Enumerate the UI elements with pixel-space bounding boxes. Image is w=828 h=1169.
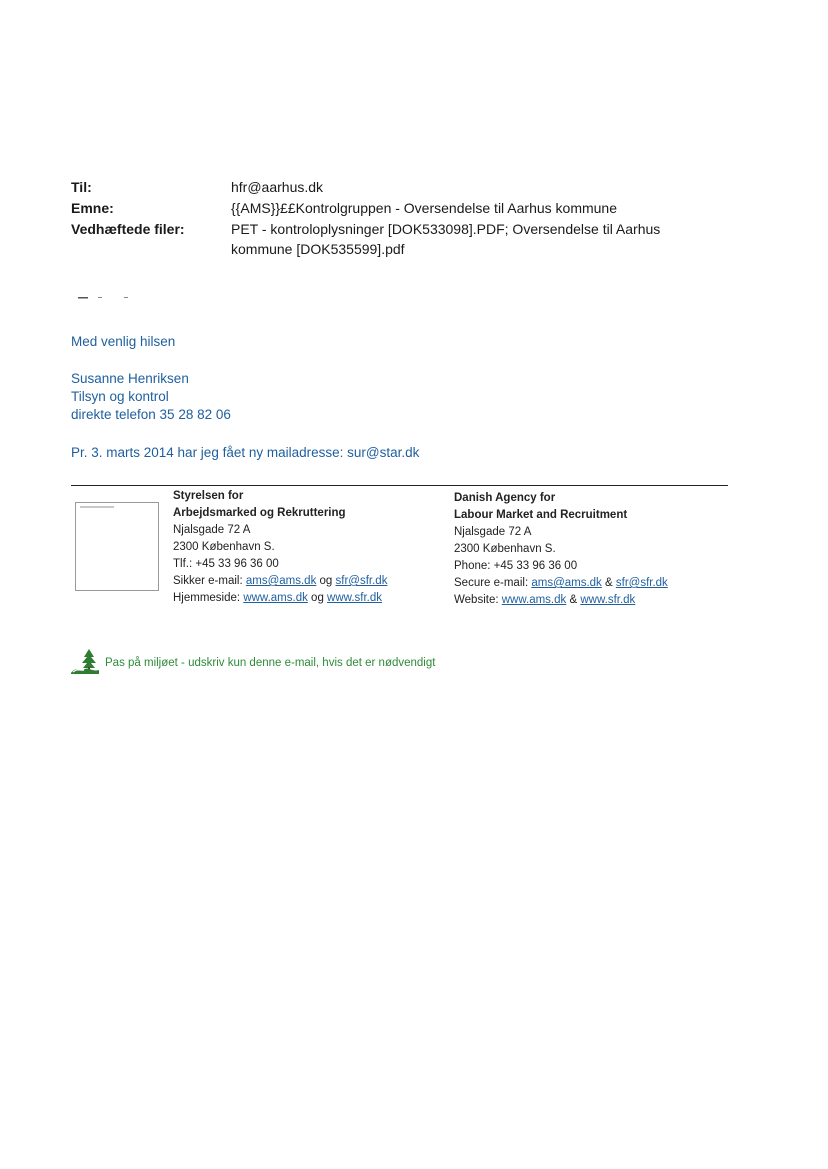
sender-name: Susanne Henriksen: [71, 371, 189, 386]
org-name-line1: Styrelsen for: [173, 490, 244, 502]
eco-notice: Pas på miljøet - udskriv kun denne e-mail, hvis det er nødvendigt: [105, 657, 436, 669]
signature-danish: [173, 488, 443, 607]
org-city: 2300 København S.: [173, 541, 275, 553]
email-link-sfr[interactable]: sfr@sfr.dk: [335, 575, 388, 587]
org-name-line2-en: Labour Market and Recruitment: [454, 509, 628, 521]
attachments-line1: PET - kontroloplysninger [DOK533098].PDF; Oversendelse til Aarhus: [231, 221, 661, 237]
subject-value: {{AMS}}££Kontrolgruppen - Oversendelse til Aarhus kommune: [231, 200, 618, 216]
web-link-sfr-en[interactable]: www.sfr.dk: [580, 594, 636, 606]
signature-divider: [71, 485, 728, 486]
org-email-line: Sikker e-mail: ams@ams.dk og sfr@sfr.dk: [173, 575, 388, 587]
org-name-line1-en: Danish Agency for: [454, 492, 556, 504]
tree-icon: [70, 648, 100, 674]
web-link-ams-en[interactable]: www.ams.dk: [501, 594, 567, 606]
email-link-sfr-en[interactable]: sfr@sfr.dk: [615, 577, 668, 589]
org-email-line-en: Secure e-mail: ams@ams.dk & sfr@sfr.dk: [454, 577, 668, 589]
scan-mark: [78, 296, 128, 299]
org-city-en: 2300 København S.: [454, 543, 556, 555]
org-address-en: Njalsgade 72 A: [454, 526, 532, 538]
email-link-ams-en[interactable]: ams@ams.dk: [531, 577, 602, 589]
org-web-line: Hjemmeside: www.ams.dk og www.sfr.dk: [173, 592, 383, 604]
mail-change-notice: Pr. 3. marts 2014 har jeg fået ny mailadresse: sur@star.dk: [71, 445, 420, 460]
agency-logo-placeholder: [75, 502, 159, 591]
org-name-line2: Arbejdsmarked og Rekruttering: [173, 507, 346, 519]
to-value: hfr@aarhus.dk: [231, 179, 324, 195]
web-link-ams[interactable]: www.ams.dk: [243, 592, 308, 604]
subject-label: Emne:: [71, 200, 114, 216]
to-label: Til:: [71, 179, 92, 195]
sender-phone: direkte telefon 35 28 82 06: [71, 407, 231, 422]
sender-department: Tilsyn og kontrol: [71, 389, 169, 404]
org-address: Njalsgade 72 A: [173, 524, 251, 536]
org-phone: Tlf.: +45 33 96 36 00: [173, 558, 279, 570]
org-phone-en: Phone: +45 33 96 36 00: [454, 560, 578, 572]
attachments-line2: kommune [DOK535599].pdf: [231, 241, 405, 257]
email-link-ams[interactable]: ams@ams.dk: [245, 575, 317, 587]
org-web-line-en: Website: www.ams.dk & www.sfr.dk: [454, 594, 636, 606]
greeting: Med venlig hilsen: [71, 334, 176, 349]
attachments-label: Vedhæftede filer:: [71, 221, 185, 237]
web-link-sfr[interactable]: www.sfr.dk: [327, 592, 383, 604]
signature-english: [454, 490, 724, 609]
